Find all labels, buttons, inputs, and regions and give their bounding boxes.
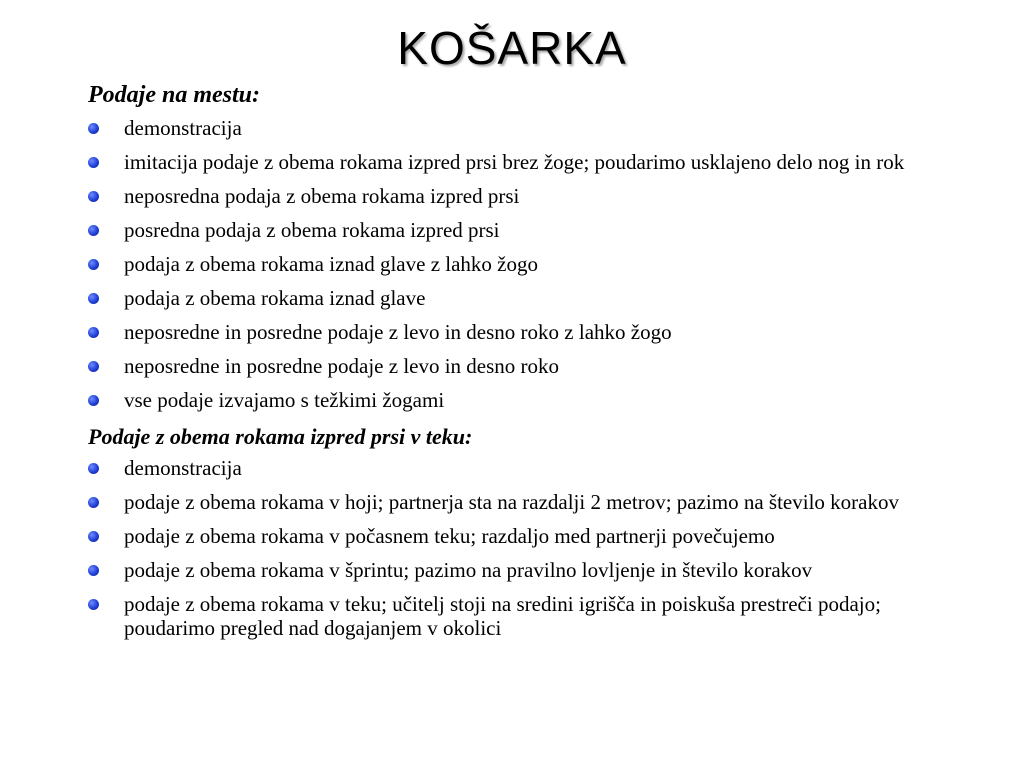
bullet-dot-icon [88,225,99,236]
section-heading-podaje-v-teku: Podaje z obema rokama izpred prsi v teku: [88,424,473,449]
list-item-text: vse podaje izvajamo s težkimi žogami [124,388,445,412]
bullet-dot-icon [88,599,99,610]
bullet-dot-icon [88,531,99,542]
bullet-dot-icon [88,293,99,304]
bullet-dot-icon [88,361,99,372]
list-item-text: podaje z obema rokama v šprintu; pazimo na pravilno lovljenje in število korakov [124,558,813,582]
list-item [88,592,938,640]
bullet-list-podaje-v-teku [88,456,938,640]
list-item-text: neposredne in posredne podaje z levo in desno roko [124,354,560,378]
list-item [88,150,938,174]
bullet-dot-icon [88,259,99,270]
list-item [88,558,938,582]
list-item-text: podaja z obema rokama iznad glave z lahko žogo [124,252,538,276]
list-item [88,184,938,208]
bullet-dot-icon [88,123,99,134]
bullet-dot-icon [88,157,99,168]
list-item-text: demonstracija [124,116,242,140]
list-item [88,320,938,344]
list-item [88,116,938,140]
bullet-dot-icon [88,565,99,576]
list-item-text: neposredna podaja z obema rokama izpred prsi [124,184,520,208]
list-item [88,490,938,514]
list-item-text: imitacija podaje z obema rokama izpred prsi brez žoge; poudarimo usklajeno delo nog in rok [124,150,905,174]
list-item [88,524,938,548]
slide-content [88,80,938,650]
bullet-dot-icon [88,497,99,508]
list-item-text: posredna podaja z obema rokama izpred prsi [124,218,500,242]
bullet-dot-icon [88,395,99,406]
list-item-text: podaje z obema rokama v hoji; partnerja sta na razdalji 2 metrov; pazimo na število korakov [124,490,899,514]
bullet-dot-icon [88,191,99,202]
list-item-text: neposredne in posredne podaje z levo in desno roko z lahko žogo [124,320,672,344]
list-item-text: podaje z obema rokama v počasnem teku; razdaljo med partnerji povečujemo [124,524,775,548]
list-item [88,218,938,242]
slide-title: KOŠARKA [397,22,627,74]
bullet-list-podaje-na-mestu [88,116,938,412]
list-item [88,252,938,276]
section-heading-podaje-na-mestu: Podaje na mestu: [88,82,260,108]
list-item-text: podaje z obema rokama v teku; učitelj stoji na sredini igrišča in poiskuša prestreči podajo; poudarimo pregled nad dogajanjem v okolici [124,592,881,640]
list-item [88,286,938,310]
list-item-text: podaja z obema rokama iznad glave [124,286,426,310]
list-item [88,388,938,412]
list-item [88,456,938,480]
bullet-dot-icon [88,327,99,338]
list-item [88,354,938,378]
list-item-text: demonstracija [124,456,242,480]
bullet-dot-icon [88,463,99,474]
